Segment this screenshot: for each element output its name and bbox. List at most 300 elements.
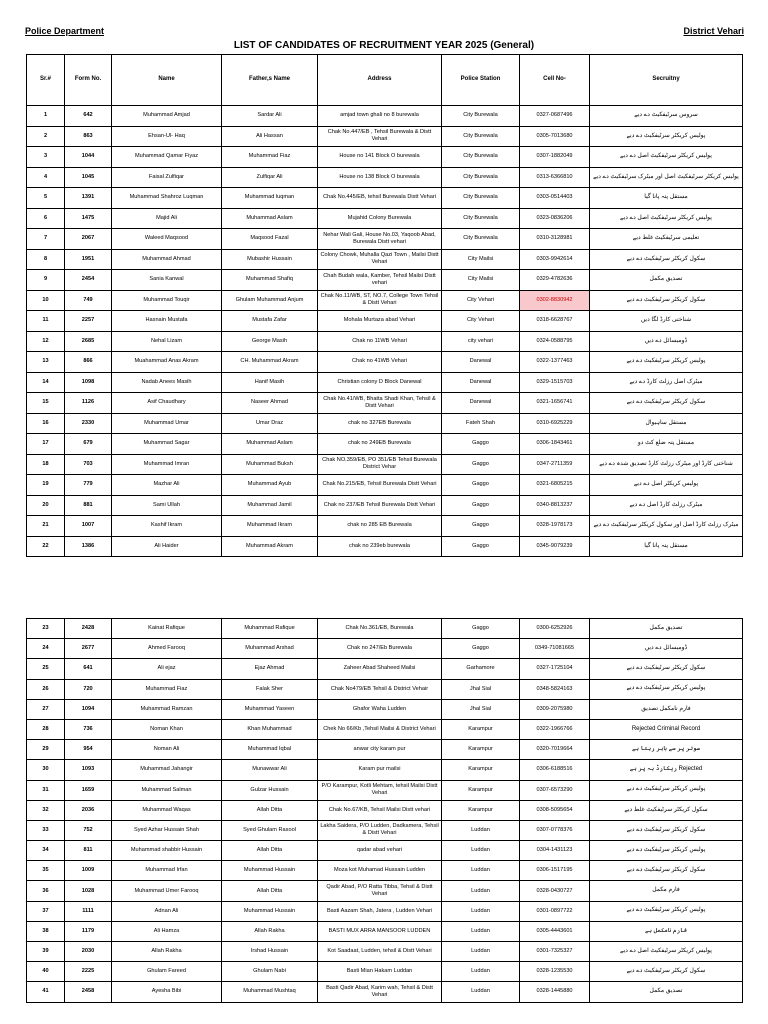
col-cell: Cell No-: [520, 55, 590, 106]
cell-police-station: Luddan: [442, 841, 520, 861]
cell-sr: 17: [27, 434, 65, 455]
cell-father-name: Muhammad Shafiq: [222, 270, 318, 291]
cell-police-station: City Mailsi: [442, 249, 520, 270]
cell-address: qadar abad vehari: [318, 841, 442, 861]
cell-form-no: 863: [65, 126, 112, 147]
cell-police-station: City Mailsi: [442, 270, 520, 291]
table-row: [27, 188, 743, 209]
table-row: [27, 106, 743, 127]
cell-phone: 0322-1966766: [520, 719, 590, 739]
cell-sr: 30: [27, 760, 65, 780]
cell-form-no: 1093: [65, 760, 112, 780]
cell-security: سوتر پر سے باہر رہتا ہے: [590, 740, 743, 760]
cell-phone: 0324-0588795: [520, 331, 590, 352]
cell-sr: 28: [27, 719, 65, 739]
cell-name: Muhammad Salman: [112, 780, 222, 800]
cell-name: Faisal Zulfiqar: [112, 167, 222, 188]
cell-police-station: Gaggo: [442, 639, 520, 659]
cell-address: Mohala Murtaza abad Vehari: [318, 311, 442, 332]
cell-police-station: Danewal: [442, 393, 520, 414]
cell-sr: 22: [27, 536, 65, 557]
cell-police-station: Danewal: [442, 352, 520, 373]
cell-address: amjad town ghali no 8 burewala: [318, 106, 442, 127]
cell-phone: 0329-1515703: [520, 372, 590, 393]
cell-phone: 0328-1445880: [520, 982, 590, 1002]
cell-phone: 0306-6188516: [520, 760, 590, 780]
cell-security: سکول کریکٹر سرٹیفکیٹ دے دیے: [590, 290, 743, 311]
col-sr: Sr.#: [27, 55, 65, 106]
cell-sr: 39: [27, 942, 65, 962]
cell-address: anwar city karam pur: [318, 740, 442, 760]
table-row: [27, 942, 743, 962]
cell-sr: 9: [27, 270, 65, 291]
cell-phone: 0348-5824163: [520, 679, 590, 699]
cell-name: Ahmed Farooq: [112, 639, 222, 659]
cell-security: مستقل ساہیوال: [590, 413, 743, 434]
table-row: [27, 475, 743, 496]
col-father: Father,s Name: [222, 55, 318, 106]
cell-name: Muhammad Ramzan: [112, 699, 222, 719]
cell-security: تعلیمی سرٹیفکیٹ غلط دیے: [590, 229, 743, 250]
cell-father-name: Maqsood Fazal: [222, 229, 318, 250]
table-row: [27, 740, 743, 760]
table-row: [27, 167, 743, 188]
cell-address: Chak no 247/Eb Burewala: [318, 639, 442, 659]
cell-name: Muhammad Umer Farooq: [112, 881, 222, 901]
cell-name: Sami Ullah: [112, 495, 222, 516]
cell-father-name: Zulfiqar Ali: [222, 167, 318, 188]
cell-name: Muhammad Sagar: [112, 434, 222, 455]
cell-address: Zaheer Abad Shaheed Mailsi: [318, 659, 442, 679]
cell-sr: 33: [27, 820, 65, 840]
cell-security: پولیس کریکٹر سرٹیفکیٹ دے دیے: [590, 126, 743, 147]
cell-police-station: Karampur: [442, 719, 520, 739]
cell-form-no: 752: [65, 820, 112, 840]
cell-sr: 15: [27, 393, 65, 414]
table-row: [27, 454, 743, 475]
table-row: [27, 311, 743, 332]
table-row: [27, 126, 743, 147]
cell-sr: 35: [27, 861, 65, 881]
table-row: [27, 270, 743, 291]
cell-phone: 0327-1725104: [520, 659, 590, 679]
cell-name: Asif Chaudhary: [112, 393, 222, 414]
cell-sr: 3: [27, 147, 65, 168]
cell-name: Nehal Lizam: [112, 331, 222, 352]
cell-sr: 37: [27, 901, 65, 921]
cell-sr: 10: [27, 290, 65, 311]
cell-address: Chak no 41WB Vehari: [318, 352, 442, 373]
cell-security: سکول کریکٹر سرٹیفکیٹ دے دیے: [590, 393, 743, 414]
cell-father-name: Muhammad Aslam: [222, 208, 318, 229]
cell-security: ڈومیسائل دے دیں: [590, 331, 743, 352]
cell-name: Allah Rakha: [112, 942, 222, 962]
cell-police-station: City Burewala: [442, 229, 520, 250]
cell-sr: 18: [27, 454, 65, 475]
cell-phone: 0313-6366810: [520, 167, 590, 188]
cell-security: پولیس کریکٹر اصل دے دیے: [590, 475, 743, 496]
cell-address: Chah Budah wala, Kamber, Tehsil Mailsi Distt vehari: [318, 270, 442, 291]
cell-sr: 7: [27, 229, 65, 250]
cell-sr: 21: [27, 516, 65, 537]
cell-phone: 0309-2075980: [520, 699, 590, 719]
cell-name: Muhammad Imran: [112, 454, 222, 475]
table-row: [27, 639, 743, 659]
cell-sr: 38: [27, 921, 65, 941]
cell-name: Muhammad Jahangir: [112, 760, 222, 780]
cell-father-name: Muhammad Yaseen: [222, 699, 318, 719]
table-row: [27, 208, 743, 229]
cell-police-station: City Burewala: [442, 188, 520, 209]
table-row: [27, 800, 743, 820]
cell-phone: 0328-1978173: [520, 516, 590, 537]
col-address: Address: [318, 55, 442, 106]
cell-name: Muhammad shabbir Hussain: [112, 841, 222, 861]
table-row: [27, 372, 743, 393]
cell-security: سکول کریکٹر سرٹیفکیٹ دے دیے: [590, 962, 743, 982]
cell-name: Kashif Ikram: [112, 516, 222, 537]
cell-address: Christian colony D Block Danewal: [318, 372, 442, 393]
cell-address: chak no 239eb burewala: [318, 536, 442, 557]
cell-form-no: 779: [65, 475, 112, 496]
cell-police-station: Gaggo: [442, 495, 520, 516]
cell-phone: 0306-1843461: [520, 434, 590, 455]
cell-police-station: Luddan: [442, 820, 520, 840]
cell-phone: 0318-6628767: [520, 311, 590, 332]
cell-name: Ayesha Bibi: [112, 982, 222, 1002]
table-row: [27, 699, 743, 719]
cell-name: Syed Azhar Hussain Shah: [112, 820, 222, 840]
cell-name: Hasnain Mustafa: [112, 311, 222, 332]
cell-sr: 24: [27, 639, 65, 659]
cell-police-station: Jhal Sial: [442, 699, 520, 719]
cell-sr: 34: [27, 841, 65, 861]
cell-form-no: 1045: [65, 167, 112, 188]
cell-address: Kot Saadaat, Ludden, tehsil & Distt Vehari: [318, 942, 442, 962]
cell-sr: 14: [27, 372, 65, 393]
table-header-row: [27, 55, 743, 106]
cell-address: Chak no 237/EB Tehsil Burewala Distt Vehari: [318, 495, 442, 516]
table-row: [27, 861, 743, 881]
cell-security: Rejected Criminal Record: [590, 719, 743, 739]
cell-address: Qadir Abad, P/O Ratta Tibba, Tehsil & Distt Vehari: [318, 881, 442, 901]
cell-police-station: Luddan: [442, 901, 520, 921]
cell-phone: 0308-5095654: [520, 800, 590, 820]
cell-security: سروس سرٹیفکیٹ دے دیے: [590, 106, 743, 127]
cell-phone: 0307-0778376: [520, 820, 590, 840]
cell-phone: 0328-0430727: [520, 881, 590, 901]
cell-police-station: Karampur: [442, 800, 520, 820]
cell-sr: 31: [27, 780, 65, 800]
cell-sr: 1: [27, 106, 65, 127]
cell-form-no: 1098: [65, 372, 112, 393]
table-row: [27, 659, 743, 679]
cell-sr: 40: [27, 962, 65, 982]
cell-sr: 4: [27, 167, 65, 188]
cell-form-no: 1179: [65, 921, 112, 941]
cell-phone: 0300-6252926: [520, 619, 590, 639]
cell-police-station: City Burewala: [442, 106, 520, 127]
cell-police-station: Gaggo: [442, 454, 520, 475]
table-row: [27, 881, 743, 901]
cell-form-no: 641: [65, 659, 112, 679]
cell-phone: 0301-7325327: [520, 942, 590, 962]
cell-address: chak no 285 EB Burewala: [318, 516, 442, 537]
cell-sr: 6: [27, 208, 65, 229]
table-row: [27, 249, 743, 270]
cell-police-station: City Vehari: [442, 290, 520, 311]
table-row: [27, 516, 743, 537]
cell-security: تصدیق مکمل: [590, 982, 743, 1002]
cell-father-name: Allah Rakha: [222, 921, 318, 941]
cell-security: پولیس کریکٹر سرٹیفکیٹ دے دیے: [590, 679, 743, 699]
cell-sr: 26: [27, 679, 65, 699]
cell-sr: 27: [27, 699, 65, 719]
cell-police-station: City Burewala: [442, 208, 520, 229]
table-row: [27, 536, 743, 557]
cell-security: سکول کریکٹر سرٹیفکیٹ غلط دیے: [590, 800, 743, 820]
cell-form-no: 811: [65, 841, 112, 861]
cell-sr: 41: [27, 982, 65, 1002]
cell-phone: 0320-7019664: [520, 740, 590, 760]
cell-phone: 0310-3128981: [520, 229, 590, 250]
cell-phone: 0328-1235530: [520, 962, 590, 982]
cell-sr: 5: [27, 188, 65, 209]
cell-father-name: Muhammad Ayub: [222, 475, 318, 496]
cell-form-no: 1044: [65, 147, 112, 168]
cell-name: Adnan Ali: [112, 901, 222, 921]
cell-name: Kainat Rafique: [112, 619, 222, 639]
cell-form-no: 866: [65, 352, 112, 373]
cell-phone: 0321-1656741: [520, 393, 590, 414]
cell-police-station: City Burewala: [442, 167, 520, 188]
cell-security: ڈومیسائل دے دیں: [590, 639, 743, 659]
table-row: [27, 619, 743, 639]
cell-form-no: 1126: [65, 393, 112, 414]
cell-security: فارم نامکمل ہے: [590, 921, 743, 941]
table-row: [27, 719, 743, 739]
cell-address: Chak No.215/EB, Tehsil Burewala Distt Vehari: [318, 475, 442, 496]
cell-father-name: Hanif Masih: [222, 372, 318, 393]
cell-sr: 8: [27, 249, 65, 270]
cell-phone: 0347-2711359: [520, 454, 590, 475]
cell-sr: 2: [27, 126, 65, 147]
cell-police-station: City Burewala: [442, 126, 520, 147]
cell-police-station: Jhal Sial: [442, 679, 520, 699]
cell-address: chak no 327EB Burewala: [318, 413, 442, 434]
cell-name: Muhammad Touqir: [112, 290, 222, 311]
table-row: [27, 820, 743, 840]
cell-address: Chak No.361/EB, Burewala: [318, 619, 442, 639]
cell-address: Chak No.445/EB, tehsil Burewala Distt Vehari: [318, 188, 442, 209]
table-row: [27, 290, 743, 311]
cell-father-name: CH. Muhammad Akram: [222, 352, 318, 373]
cell-form-no: 1951: [65, 249, 112, 270]
table-row: [27, 962, 743, 982]
cell-security: مستقل پتہ پانا گیا: [590, 188, 743, 209]
cell-police-station: Karampur: [442, 780, 520, 800]
cell-security: پولیس کریکٹر سرٹیفکیٹ دے دیے: [590, 352, 743, 373]
cell-phone: 0301-0897722: [520, 901, 590, 921]
cell-name: Ghulam Fareed: [112, 962, 222, 982]
cell-sr: 16: [27, 413, 65, 434]
cell-police-station: Fateh Shah: [442, 413, 520, 434]
table-row: [27, 841, 743, 861]
cell-phone: 0345-9079239: [520, 536, 590, 557]
cell-phone: 0321-6805215: [520, 475, 590, 496]
cell-form-no: 642: [65, 106, 112, 127]
cell-phone: 0340-8813237: [520, 495, 590, 516]
cell-name: Muhammad Fiaz: [112, 679, 222, 699]
cell-father-name: Umar Draz: [222, 413, 318, 434]
table-row: [27, 352, 743, 373]
cell-police-station: Luddan: [442, 942, 520, 962]
cell-address: Moza kot Muhamad Hussain Ludden: [318, 861, 442, 881]
cell-father-name: Sardar Ali: [222, 106, 318, 127]
cell-security: سکول کریکٹر سرٹیفکیٹ دے دیے: [590, 249, 743, 270]
cell-phone: 0307-6573290: [520, 780, 590, 800]
col-name: Name: [112, 55, 222, 106]
cell-father-name: Mustafa Zafar: [222, 311, 318, 332]
cell-father-name: Ghulam Nabi: [222, 962, 318, 982]
cell-police-station: city vehari: [442, 331, 520, 352]
cell-sr: 12: [27, 331, 65, 352]
cell-security: فارم مکمل: [590, 881, 743, 901]
cell-name: Muhammad Waqas: [112, 800, 222, 820]
cell-address: Chak No.11/WB, ST, NO.7, College Town Tehsil & Distt Vehari: [318, 290, 442, 311]
cell-security: سکول کریکٹر سرٹیفکیٹ دے دیے: [590, 820, 743, 840]
cell-phone: 0305-7013680: [520, 126, 590, 147]
table-row: [27, 679, 743, 699]
cell-form-no: 2677: [65, 639, 112, 659]
cell-father-name: Muhammad Hussain: [222, 901, 318, 921]
cell-phone: 0322-1377463: [520, 352, 590, 373]
cell-form-no: 2330: [65, 413, 112, 434]
cell-father-name: Muhammad Hussain: [222, 861, 318, 881]
cell-form-no: 720: [65, 679, 112, 699]
cell-father-name: Falak Sher: [222, 679, 318, 699]
cell-father-name: Muhammad Ikram: [222, 516, 318, 537]
cell-address: Basti Qadir Abad, Karim wah, Tehsil & Distt Vehari: [318, 982, 442, 1002]
cell-father-name: Muhammad luqman: [222, 188, 318, 209]
cell-police-station: Karampur: [442, 740, 520, 760]
col-form: Form No.: [65, 55, 112, 106]
table-row: [27, 982, 743, 1002]
cell-police-station: City Burewala: [442, 147, 520, 168]
cell-name: Ehsan-Ul- Haq: [112, 126, 222, 147]
cell-form-no: 1659: [65, 780, 112, 800]
cell-police-station: Gaggo: [442, 619, 520, 639]
cell-father-name: George Masih: [222, 331, 318, 352]
cell-form-no: 2067: [65, 229, 112, 250]
cell-name: Muhammad Amjad: [112, 106, 222, 127]
cell-police-station: Karampur: [442, 760, 520, 780]
cell-phone: 0302-8830942: [520, 290, 590, 311]
cell-security: پولیس کریکٹر سرٹیفکیٹ اصل اور میٹرک سرٹیفکیٹ دے دیے: [590, 167, 743, 188]
cell-form-no: 703: [65, 454, 112, 475]
cell-father-name: Munawwar Ali: [222, 760, 318, 780]
cell-address: Chak NO.359/EB, PO 351/EB Tehsil Burewala District Vehar: [318, 454, 442, 475]
cell-phone: 0304-1431123: [520, 841, 590, 861]
cell-father-name: Khan Muhammad: [222, 719, 318, 739]
cell-name: Mazhar Ali: [112, 475, 222, 496]
cell-address: Basti Mian Hakam Luddan: [318, 962, 442, 982]
cell-father-name: Muhammad Rafique: [222, 619, 318, 639]
cell-form-no: 736: [65, 719, 112, 739]
cell-address: House no 141 Block O burewala: [318, 147, 442, 168]
cell-father-name: Muhammad Aslam: [222, 434, 318, 455]
cell-police-station: Gaggo: [442, 434, 520, 455]
cell-form-no: 2454: [65, 270, 112, 291]
cell-form-no: 2030: [65, 942, 112, 962]
cell-police-station: Luddan: [442, 861, 520, 881]
cell-form-no: 749: [65, 290, 112, 311]
cell-father-name: Mubashir Hussain: [222, 249, 318, 270]
table-row: [27, 434, 743, 455]
cell-security: مستقل پتہ ضلع کٹ دو: [590, 434, 743, 455]
cell-sr: 20: [27, 495, 65, 516]
cell-form-no: 1094: [65, 699, 112, 719]
cell-police-station: Gaggo: [442, 516, 520, 537]
cell-security: میٹرک رزلٹ کارڈ اصل اور سکول کریکٹر سرٹیفکیٹ دے دیے: [590, 516, 743, 537]
cell-sr: 19: [27, 475, 65, 496]
cell-address: Chak No.447/EB , Tehsil Burewala & Distt Vehari: [318, 126, 442, 147]
cell-phone: 0303-0514403: [520, 188, 590, 209]
cell-phone: 0305-4443601: [520, 921, 590, 941]
cell-phone: 0306-1517195: [520, 861, 590, 881]
cell-phone: 0327-0687496: [520, 106, 590, 127]
table-row: [27, 413, 743, 434]
cell-security: تصدیق مکمل: [590, 270, 743, 291]
cell-address: Chak no 11WB Vehari: [318, 331, 442, 352]
cell-police-station: Garhamore: [442, 659, 520, 679]
cell-father-name: Allah Ditta: [222, 881, 318, 901]
table-row: [27, 229, 743, 250]
cell-address: Ghafor Waha Ludden: [318, 699, 442, 719]
cell-sr: 13: [27, 352, 65, 373]
cell-father-name: Muhammad Fiaz: [222, 147, 318, 168]
cell-address: Karam pur mailsi: [318, 760, 442, 780]
cell-father-name: Syed Ghulam Rasool: [222, 820, 318, 840]
cell-form-no: 2257: [65, 311, 112, 332]
cell-police-station: Gaggo: [442, 536, 520, 557]
cell-father-name: Allah Ditta: [222, 841, 318, 861]
district-label: District Vehari: [683, 26, 744, 36]
table-row: [27, 331, 743, 352]
cell-address: House no 138 Block O burewala: [318, 167, 442, 188]
cell-phone: 0349-71081665: [520, 639, 590, 659]
cell-security: تصدیق مکمل: [590, 619, 743, 639]
cell-name: Muhammad Qamar Fiyaz: [112, 147, 222, 168]
cell-form-no: 1007: [65, 516, 112, 537]
cell-police-station: Luddan: [442, 982, 520, 1002]
cell-name: Noman Ali: [112, 740, 222, 760]
cell-address: P/O Karampur, Kotli Mehtam, tehsil Mailsi Distt Vehari: [318, 780, 442, 800]
cell-name: Ali ejaz: [112, 659, 222, 679]
cell-father-name: Muhammad Jamil: [222, 495, 318, 516]
cell-police-station: Luddan: [442, 921, 520, 941]
cell-security: میٹرک اصل رزلٹ کارڈ دے دیے: [590, 372, 743, 393]
cell-address: Chak No.41/WB, Bhatta Shadi Khan, Tehsil & Distt Vehari: [318, 393, 442, 414]
cell-name: Muhammad Ahmad: [112, 249, 222, 270]
cell-father-name: Muhammad Iqbal: [222, 740, 318, 760]
cell-form-no: 1475: [65, 208, 112, 229]
cell-father-name: Irshad Hussain: [222, 942, 318, 962]
cell-sr: 25: [27, 659, 65, 679]
page-title: LIST OF CANDIDATES OF RECRUITMENT YEAR 2025 (General): [233, 40, 535, 51]
cell-form-no: 1386: [65, 536, 112, 557]
cell-police-station: Luddan: [442, 962, 520, 982]
